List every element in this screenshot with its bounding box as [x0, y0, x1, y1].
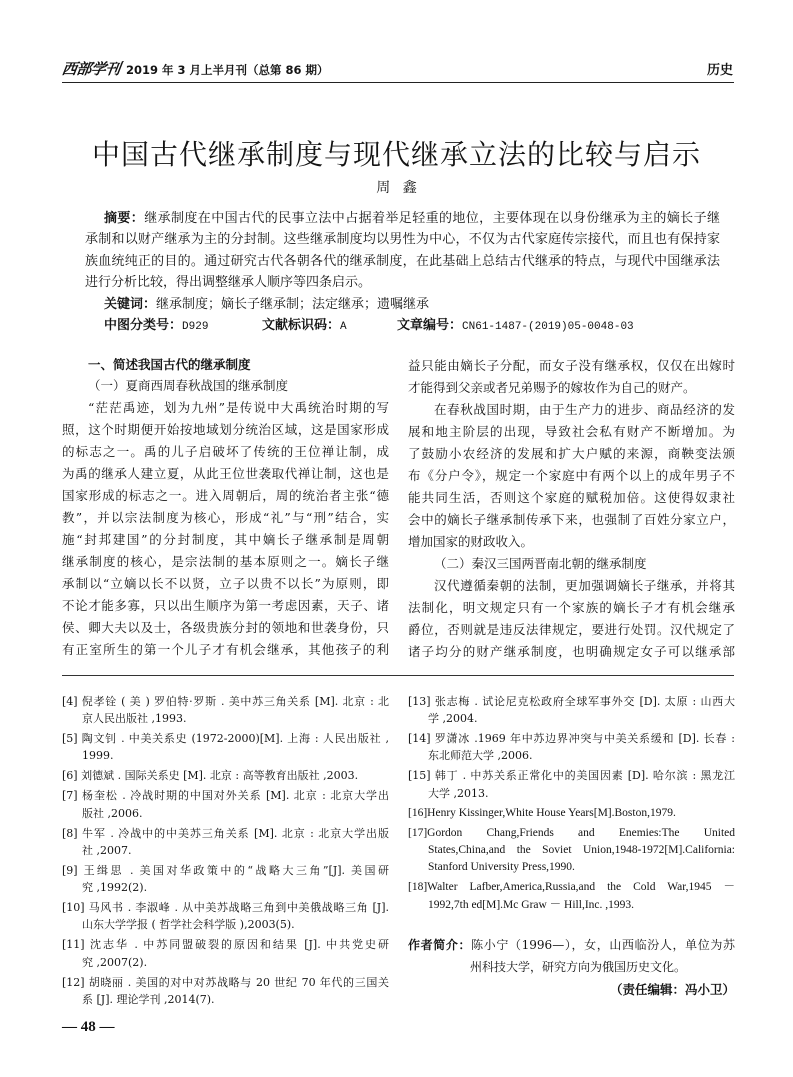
body-text-line: 法制化，明文规定只有一个家族的嫡长子才有机会继承 [408, 600, 735, 615]
reference-line: [14] 罗潇冰 .1969 年中苏边界冲突与中美关系缓和 [D]. 长春 : [408, 732, 735, 746]
reference-line: [9] 王缉思 . 美国对华政策中的“战略大三角”[J]. 美国研 [62, 863, 389, 877]
body-text-line: 为禹的继承人建立夏，从此王位世袭取代禅让制，这也是 [62, 466, 389, 481]
abstract-line: 承制和以财产继承为主的分封制。这些继承制度均以男性为中心，不仅为古代家庭传宗接代，而且也有保持家 [85, 232, 720, 248]
reference-line: 究 ,1992(2). [82, 881, 148, 895]
reference-line: 社 ,2007. [82, 843, 132, 857]
reference-line: [18]Walter Lafber,America,Russia,and the Cold War,1945 － [408, 881, 735, 894]
reference-line: 山东大学学报 ( 哲学社会科学版 ),2003(5). [82, 918, 295, 932]
body-column-right [408, 355, 735, 663]
keywords-line [85, 294, 720, 315]
reference-line: [7] 杨奎松 . 冷战时期的中国对外关系 [M]. 北京 : 北京大学出 [62, 789, 389, 803]
reference-line: Stanford University Press,1990. [428, 861, 575, 874]
body-text-line: 承制以“立嫡以长不以贤，立子以贵不以长”为原则，即 [62, 576, 389, 591]
document-code-label: 文献标识码： [262, 317, 341, 333]
reference-entry [408, 825, 735, 877]
body-text-line: 布《分户令》，规定一个家庭中有两个以上的成年男子不 [408, 468, 735, 483]
reference-line: 学 ,2004. [428, 712, 478, 726]
article-number [397, 315, 634, 338]
reference-line: [6] 刘德斌 . 国际关系史 [M]. 北京 : 高等教育出版社 ,2003. [62, 769, 359, 783]
body-text-line: 诸子均分的财产继承制度，也明确规定女子可以继承部 [408, 644, 735, 659]
reference-entry [408, 767, 735, 802]
header-rule [62, 82, 734, 83]
reference-line: 大学 ,2013. [428, 786, 489, 800]
document-code [262, 315, 347, 338]
reference-entry [62, 787, 389, 822]
body-text-line: 的标志之一。禹的儿子启破坏了传统的王位禅让制，成 [62, 444, 389, 459]
reference-line: 东北师范大学 ,2006. [428, 749, 533, 763]
references-right [408, 693, 735, 917]
journal-logo: 西部学刊 [60, 60, 122, 78]
page-number: — 48 — [62, 1019, 115, 1035]
classification-row [85, 315, 720, 336]
abstract-label: 摘要： [104, 211, 145, 226]
body-text-line: “茫茫禹迹，划为九州”是传说中大禹统治时期的写 [88, 400, 389, 415]
body-text-line: 国家形成的标志之一。进入周朝后，周的统治者主张“德 [62, 488, 389, 503]
reference-line: 系 [J]. 理论学刊 ,2014(7). [82, 993, 215, 1007]
body-text-line: 才能得到父亲或者兄弟赐予的嫁妆作为自己的财产。 [408, 380, 696, 395]
article-number-label: 文章编号： [397, 317, 463, 333]
body-text-line: 侯、卿大夫以及士，各级贵族分封的领地和世袭身份，只 [62, 620, 389, 635]
author-bio-line [408, 934, 735, 956]
abstract-line: 族血统纯正的目的。通过研究古代各朝各代的继承制度，在此基础上总结古代继承的特点，与现代中国继承法 [85, 253, 720, 269]
reference-line: [11] 沈志华 . 中苏同盟破裂的原因和结果 [J]. 中共党史研 [62, 938, 389, 952]
body-column-left [62, 355, 389, 661]
article-title: 中国古代继承制度与现代继承立法的比较与启示 [91, 138, 701, 171]
author-bio [408, 934, 735, 978]
references-rule [62, 675, 734, 676]
reference-entry [408, 730, 735, 765]
body-text-line: 增加国家的财政收入。 [408, 534, 534, 549]
document-code-value: A [340, 320, 347, 333]
reference-entry [62, 936, 389, 971]
section-heading: 一、简述我国古代的继承制度 [88, 357, 251, 372]
body-text-line: 继承制度的核心，是宗法制的基本原则之一。嫡长子继 [62, 554, 389, 569]
reference-line: 1999. [82, 749, 114, 763]
section-label: 历史 [706, 63, 733, 78]
reference-entry [62, 730, 389, 765]
body-text-line: 教”，并以宗法制度为核心，形成“礼”与“刑”结合，实 [62, 510, 389, 525]
abstract-line [85, 208, 720, 229]
body-text-line: 了鼓励小农经济的发展和扩大户赋的来源，商鞅变法颁 [408, 446, 735, 461]
keywords-label: 关键词： [104, 296, 157, 312]
reference-line: 版社 ,2006. [82, 806, 143, 820]
body-text-line: 汉代遵循秦朝的法制，更加强调嫡长子继承，并将其 [434, 578, 735, 593]
reference-line: [15] 韩丁 . 中苏关系正常化中的美国因素 [D]. 哈尔滨 : 黑龙江 [408, 769, 735, 783]
body-text-line: 益只能由嫡长子分配，而女子没有继承权，仅仅在出嫁时 [408, 358, 735, 373]
reference-entry [408, 805, 735, 822]
abstract-block [85, 208, 720, 336]
reference-line: States,China,and the Soviet Union,1948-1972[M].California: [428, 843, 735, 856]
reference-line: [13] 张志梅 . 试论尼克松政府全球军事外交 [D]. 太原 : 山西大 [408, 694, 735, 708]
reference-entry [62, 825, 389, 860]
body-text-line: 在春秋战国时期，由于生产力的进步、商品经济的发 [434, 402, 735, 417]
article-author: 周 鑫 [376, 180, 417, 196]
reference-line: 1992,7th ed[M].Mc Graw － Hill,Inc. ,1993. [428, 898, 635, 911]
body-text-line: 施“封邦建国”的分封制度，其中嫡长子继承制是周朝 [62, 532, 389, 547]
subsection-heading: （二）秦汉三国两晋南北朝的继承制度 [434, 556, 647, 571]
clc-label: 中图分类号： [104, 317, 183, 333]
clc-value: D929 [182, 320, 209, 333]
author-bio-line: 州科技大学，研究方向为俄国历史文化。 [470, 960, 687, 974]
body-text-line: 会中的嫡长子继承制传承下来，也强制了百姓分家立户， [408, 512, 735, 527]
body-text-line: 爵位，否则就是违反法律规定，要进行处罚。汉代规定了 [408, 622, 735, 637]
issue-info: 2019 年 3 月上半月刊（总第 86 期） [126, 63, 329, 77]
body-text-line: 能共同生活，否则这个家庭的赋税加倍。这使得奴隶社 [408, 490, 735, 505]
reference-line: [5] 陶文钊 . 中美关系史 (1972-2000)[M]. 上海 : 人民出版社 , [62, 732, 389, 746]
clc-number [104, 315, 208, 338]
abstract-text: 继承制度在中国古代的民事立法中占据着举足轻重的地位，主要体现在以身份继承为主的嫡长子继 [144, 211, 720, 226]
reference-line: [17]Gordon Chang,Friends and Enemies:The United [408, 826, 735, 839]
keywords-text: 继承制度；嫡长子继承制；法定继承；遗嘱继承 [156, 296, 430, 312]
abstract-line: 进行分析比较，得出调整继承人顺序等四条启示。 [85, 275, 372, 291]
reference-line: 京人民出版社 ,1993. [82, 712, 187, 726]
author-bio-text: 陈小宁（1996—），女，山西临汾人，单位为苏 [471, 938, 735, 952]
editor-note: （责任编辑：冯小卫） [609, 982, 735, 997]
reference-entry [408, 693, 735, 728]
reference-entry [62, 693, 389, 728]
body-text-line: 照，这个时期便开始按地域划分统治区域，这是国家形成 [62, 422, 389, 437]
body-text-line: 不论才能多寡，只以出生顺序为第一考虑因素，天子、诸 [62, 598, 389, 613]
body-text-line: 有正室所生的第一个儿子才有机会继承，其他孩子的利 [62, 642, 389, 657]
reference-line: 究 ,2007(2). [82, 955, 148, 969]
references-left [62, 693, 389, 1011]
reference-entry [62, 899, 389, 934]
reference-entry [62, 974, 389, 1009]
author-bio-label: 作者简介： [408, 938, 472, 952]
reference-line: [4] 倪孝铨 ( 美 ) 罗伯特·罗斯 . 美中苏三角关系 [M]. 北京 : 北 [62, 694, 389, 708]
reference-line: [12] 胡晓丽 . 美国的对中对苏战略与 20 世纪 70 年代的三国关 [62, 975, 389, 989]
reference-line: [16]Henry Kissinger,White House Years[M].Boston,1979. [408, 806, 676, 819]
body-text-line: 展和地主阶层的出现，导致社会私有财产不断增加。为 [408, 424, 735, 439]
article-number-value: CN61-1487-(2019)05-0048-03 [462, 320, 634, 333]
subsection-heading: （一）夏商西周春秋战国的继承制度 [88, 378, 289, 393]
reference-entry [62, 767, 389, 784]
reference-line: [10] 马风书 . 李淑峰 . 从中美苏战略三角到中美俄战略三角 [J]. [62, 901, 389, 915]
reference-entry [62, 862, 389, 897]
reference-entry [408, 879, 735, 914]
reference-line: [8] 牛军 . 冷战中的中美苏三角关系 [M]. 北京 : 北京大学出版 [62, 826, 389, 840]
